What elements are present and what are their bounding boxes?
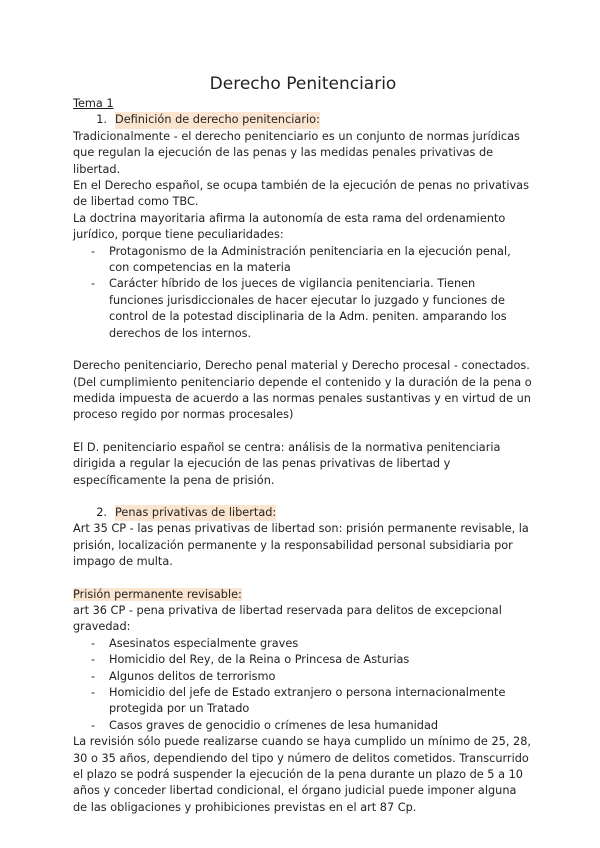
- list-item: - Protagonismo de la Administración penitenciaria en la ejecución penal, con competencias en la materia: [73, 244, 533, 277]
- list-item: - Homicidio del Rey, de la Reina o Princesa de Asturias: [73, 652, 533, 668]
- section3-heading: Prisión permanente revisable:: [73, 587, 242, 601]
- section1-heading: [73, 112, 533, 128]
- list-item: - Homicidio del jefe de Estado extranjero o persona internacionalmente protegida por un Tratado: [73, 685, 533, 718]
- list-item: - Asesinatos especialmente graves: [73, 636, 533, 652]
- section2-number: 2.: [96, 505, 107, 519]
- section1-bullet-list: [73, 244, 533, 342]
- document-title: Derecho Penitenciario: [209, 74, 397, 94]
- document-content: [73, 74, 533, 816]
- paragraph: El D. penitenciario español se centra: análisis de la normativa penitenciaria dirigida a regular la ejecución de las penas privativas de libertad y específicamente la pena de prisión.: [73, 440, 501, 487]
- list-item: - Carácter híbrido de los jueces de vigilancia penitenciaria. Tienen funciones jurisdiccionales de hacer ejecutar lo juzgado y funciones de control de la potestad disciplinaria de la Adm. peniten. amparando los derechos de los internos.: [73, 276, 533, 342]
- section2-title: Penas privativas de libertad:: [115, 505, 276, 521]
- tema-label: Tema 1: [73, 97, 114, 110]
- paragraph: En el Derecho español, se ocupa también de la ejecución de penas no privativas de libertad como TBC.: [73, 179, 529, 209]
- paragraph: La revisión sólo puede realizarse cuando se haya cumplido un mínimo de 25, 28, 30 o 35 años, dependiendo del tipo y número de delitos cometidos. Transcurrido el plazo se podrá suspender la ejecución de la pena durante un plazo de 5 a 10 años y conceder libertad condicional, el órgano judicial puede imponer alguna de las obligaciones y prohibiciones previstas en el art 87 Cp.: [73, 735, 531, 814]
- section3-bullet-list: [73, 636, 533, 734]
- paragraph: art 36 CP - pena privativa de libertad reservada para delitos de excepcional gravedad:: [73, 603, 502, 634]
- paragraph: Tradicionalmente - el derecho penitenciario es un conjunto de normas jurídicas que regulan la ejecución de las penas y las medidas penales privativas de libertad.: [73, 129, 520, 176]
- paragraph: La doctrina mayoritaria afirma la autonomía de esta rama del ordenamiento jurídico, porque tiene peculiaridades:: [73, 211, 506, 242]
- paragraph: (Del cumplimiento penitenciario depende el contenido y la duración de la pena o medida impuesta de acuerdo a las normas penales sustantivas y en virtud de un proceso regido por normas procesales): [73, 375, 532, 422]
- section1-title: Definición de derecho penitenciario:: [115, 112, 320, 128]
- paragraph: Art 35 CP - las penas privativas de libertad son: prisión permanente revisable, la prisión, localización permanente y la responsabilidad personal subsidiaria por impago de multa.: [73, 522, 529, 569]
- list-item: - Algunos delitos de terrorismo: [73, 669, 533, 685]
- section1-number: 1.: [96, 113, 107, 127]
- paragraph: Derecho penitenciario, Derecho penal material y Derecho procesal - conectados.: [73, 359, 530, 373]
- list-item: - Casos graves de genocidio o crímenes de lesa humanidad: [73, 718, 533, 734]
- section2-heading: [73, 505, 533, 521]
